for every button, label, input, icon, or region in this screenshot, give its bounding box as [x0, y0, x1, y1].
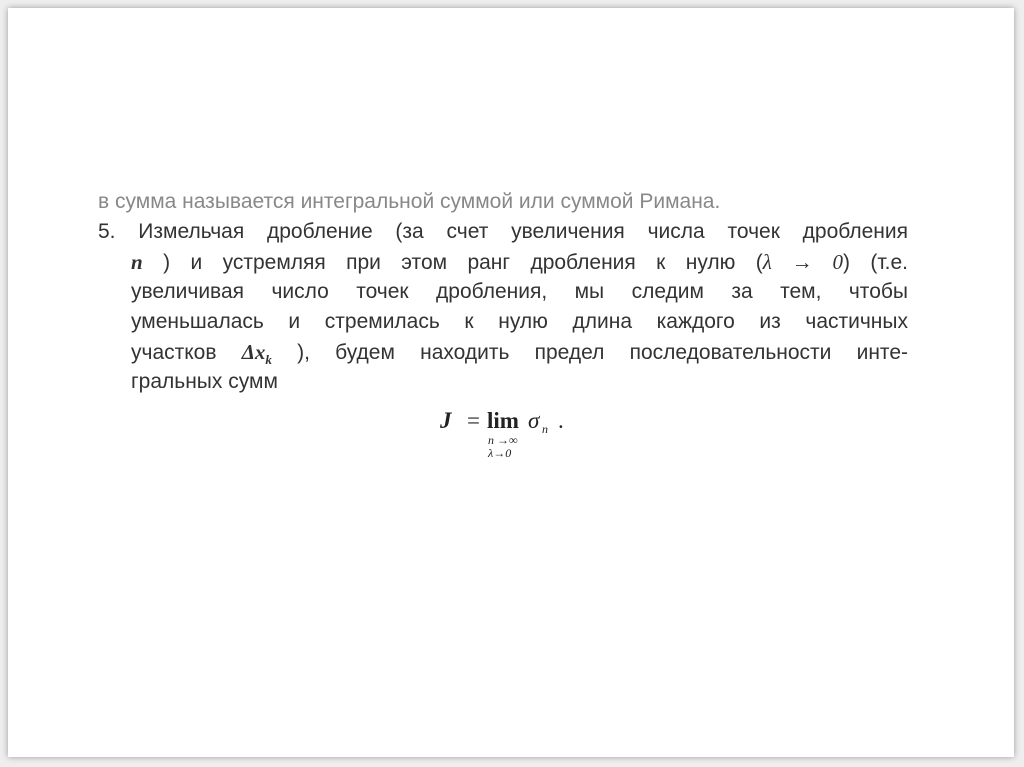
line-2-text-a: ) и устремляя при этом ранг дробления к нулю ( [142, 251, 763, 274]
paragraph-line-4: уменьшалась и стремилась к нулю длина каждого из частичных [131, 310, 908, 333]
clipped-top-line-text: в сумма называется интегральной суммой или суммой Римана. [98, 190, 721, 213]
formula-equals: = [467, 408, 480, 433]
paragraph-line-6: гральных сумм [131, 370, 278, 393]
delta-x-subscript: k [265, 352, 272, 367]
line-5-text-a: участков [131, 341, 242, 364]
paragraph-line-3: увеличивая число точек дробления, мы следим за тем, чтобы [131, 280, 908, 303]
formula-lhs: J [440, 408, 452, 433]
slide [8, 8, 1014, 757]
formula-lim-subscript-2: λ→0 [488, 446, 512, 460]
text-block [98, 190, 908, 397]
delta-x: Δx [241, 340, 266, 364]
formula-sigma-subscript: n [542, 422, 548, 436]
paragraph-line-2 [98, 247, 908, 277]
paragraph-line-1: 5. Измельчая дробление (за счет увеличения числа точек дробления [98, 220, 908, 243]
limit-formula [440, 408, 600, 468]
formula-end-dot: . [558, 408, 564, 433]
paragraph-line-5 [98, 337, 908, 367]
clipped-top-line [98, 190, 908, 217]
line-5-text-b: ), будем находить предел последовательности инте- [271, 341, 908, 364]
formula-lim-subscript-1: n →∞ [488, 433, 518, 447]
formula-sigma: σ [528, 408, 540, 433]
lambda-to-zero: λ → 0 [762, 250, 843, 274]
line-2-text-b: ) (т.е. [842, 251, 908, 274]
formula-lim: lim [487, 408, 519, 433]
variable-n: n [131, 250, 143, 274]
